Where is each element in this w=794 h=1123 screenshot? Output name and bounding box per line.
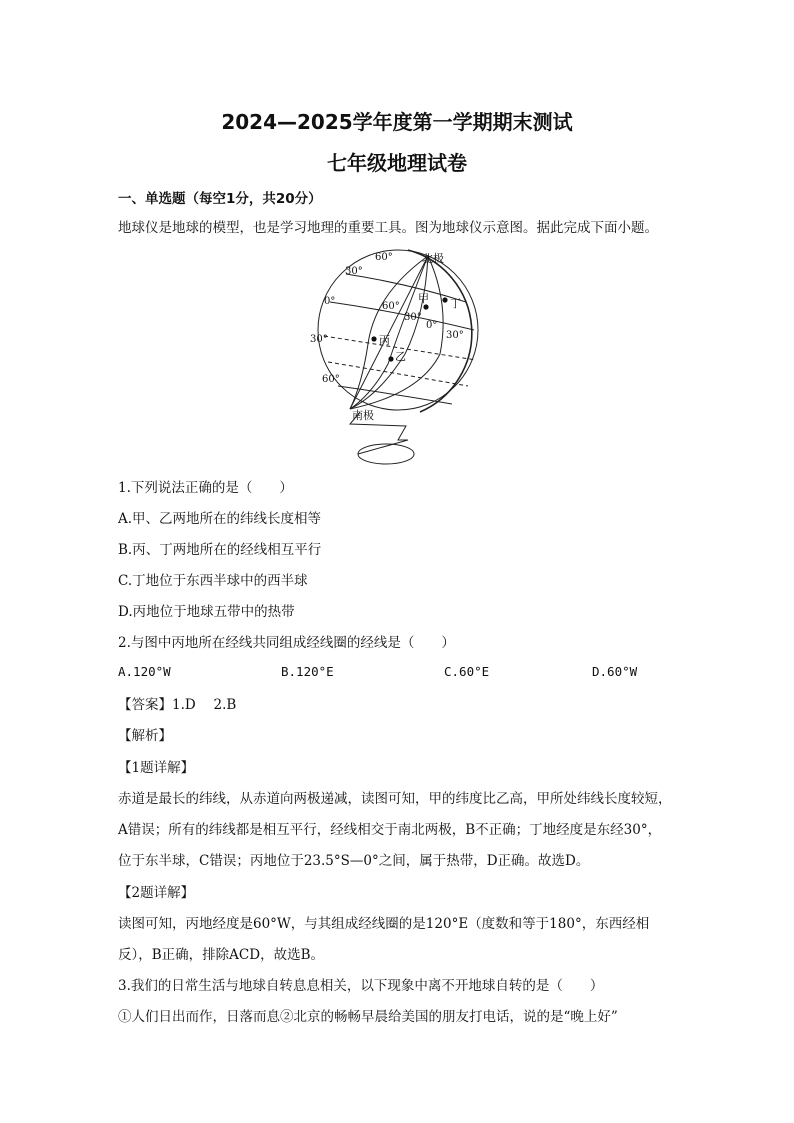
lat-60n-label: 60°	[375, 252, 393, 263]
section-heading: 一、单选题（每空1分，共20分）	[118, 191, 322, 207]
q1-option-a: A.甲、乙两地所在的纬线长度相等	[118, 511, 322, 527]
lat-30s-label: 30°	[310, 334, 328, 345]
north-pole-label: 北极	[422, 252, 444, 265]
analysis-heading: 【解析】	[118, 728, 172, 744]
q2-option-c: C.60°E	[444, 664, 490, 679]
q1-stem: 1.下列说法正确的是（ ）	[118, 480, 293, 496]
q3-stem: 3.我们的日常生活与地球自转息息相关，以下现象中离不开地球自转的是（ ）	[118, 978, 604, 994]
south-pole-label: 南极	[352, 409, 374, 422]
point-bing-label: 丙	[379, 334, 390, 347]
q1-option-c: C.丁地位于东西半球中的西半球	[118, 573, 308, 589]
detail2-line: 读图可知，丙地经度是60°W，与其组成经线圈的是120°E（度数和等于180°，东西经相	[118, 916, 650, 932]
answer-line: 【答案】1.D 2.B	[118, 697, 237, 713]
exam-title: 2024—2025学年度第一学期期末测试	[221, 110, 573, 134]
detail1-line: A错误；所有的纬线都是相互平行，经线相交于南北两极，B不正确；丁地经度是东经30°，	[118, 822, 662, 838]
q3-line2: ①人们日出而作，日落而息②北京的畅畅早晨给美国的朋友打电话，说的是“晚上好”	[118, 1009, 618, 1025]
point-ding-label: 丁	[450, 297, 461, 310]
point-yi-label: 乙	[395, 350, 406, 363]
q2-option-d: D.60°W	[592, 664, 638, 679]
lat-0-label: 0°	[324, 296, 336, 307]
lon-0-label: 0°	[426, 320, 438, 331]
lat-30n-label: 30°	[345, 266, 363, 277]
exam-subtitle: 七年级地理试卷	[327, 151, 467, 175]
detail1-line: 位于东半球，C错误；丙地位于23.5°S—0°之间，属于热带，D正确。故选D。	[118, 853, 590, 869]
q2-stem: 2.与图中丙地所在经线共同组成经线圈的经线是（ ）	[118, 635, 455, 651]
detail1-heading: 【1题详解】	[118, 760, 195, 776]
lat-60s-label: 60°	[322, 374, 340, 385]
globe-diagram	[300, 244, 500, 469]
detail2-heading: 【2题详解】	[118, 885, 195, 901]
detail1-line: 赤道是最长的纬线，从赤道向两极递减，读图可知，甲的纬度比乙高，甲所处纬线长度较短，	[118, 791, 672, 807]
lon-30-right-label: 30°	[446, 330, 464, 341]
detail2-line: 反），B正确，排除ACD，故选B。	[118, 947, 324, 963]
q1-option-d: D.丙地位于地球五带中的热带	[118, 604, 295, 620]
q1-option-b: B.丙、丁两地所在的经线相互平行	[118, 542, 322, 558]
lon-60-label: 60°	[382, 301, 400, 312]
point-jia-label: 甲	[418, 292, 429, 305]
q2-option-a: A.120°W	[118, 664, 171, 679]
lon-30-left-label: 30°	[404, 312, 422, 323]
intro-text: 地球仪是地球的模型，也是学习地理的重要工具。图为地球仪示意图。据此完成下面小题。	[118, 220, 658, 236]
q2-option-b: B.120°E	[281, 664, 334, 679]
